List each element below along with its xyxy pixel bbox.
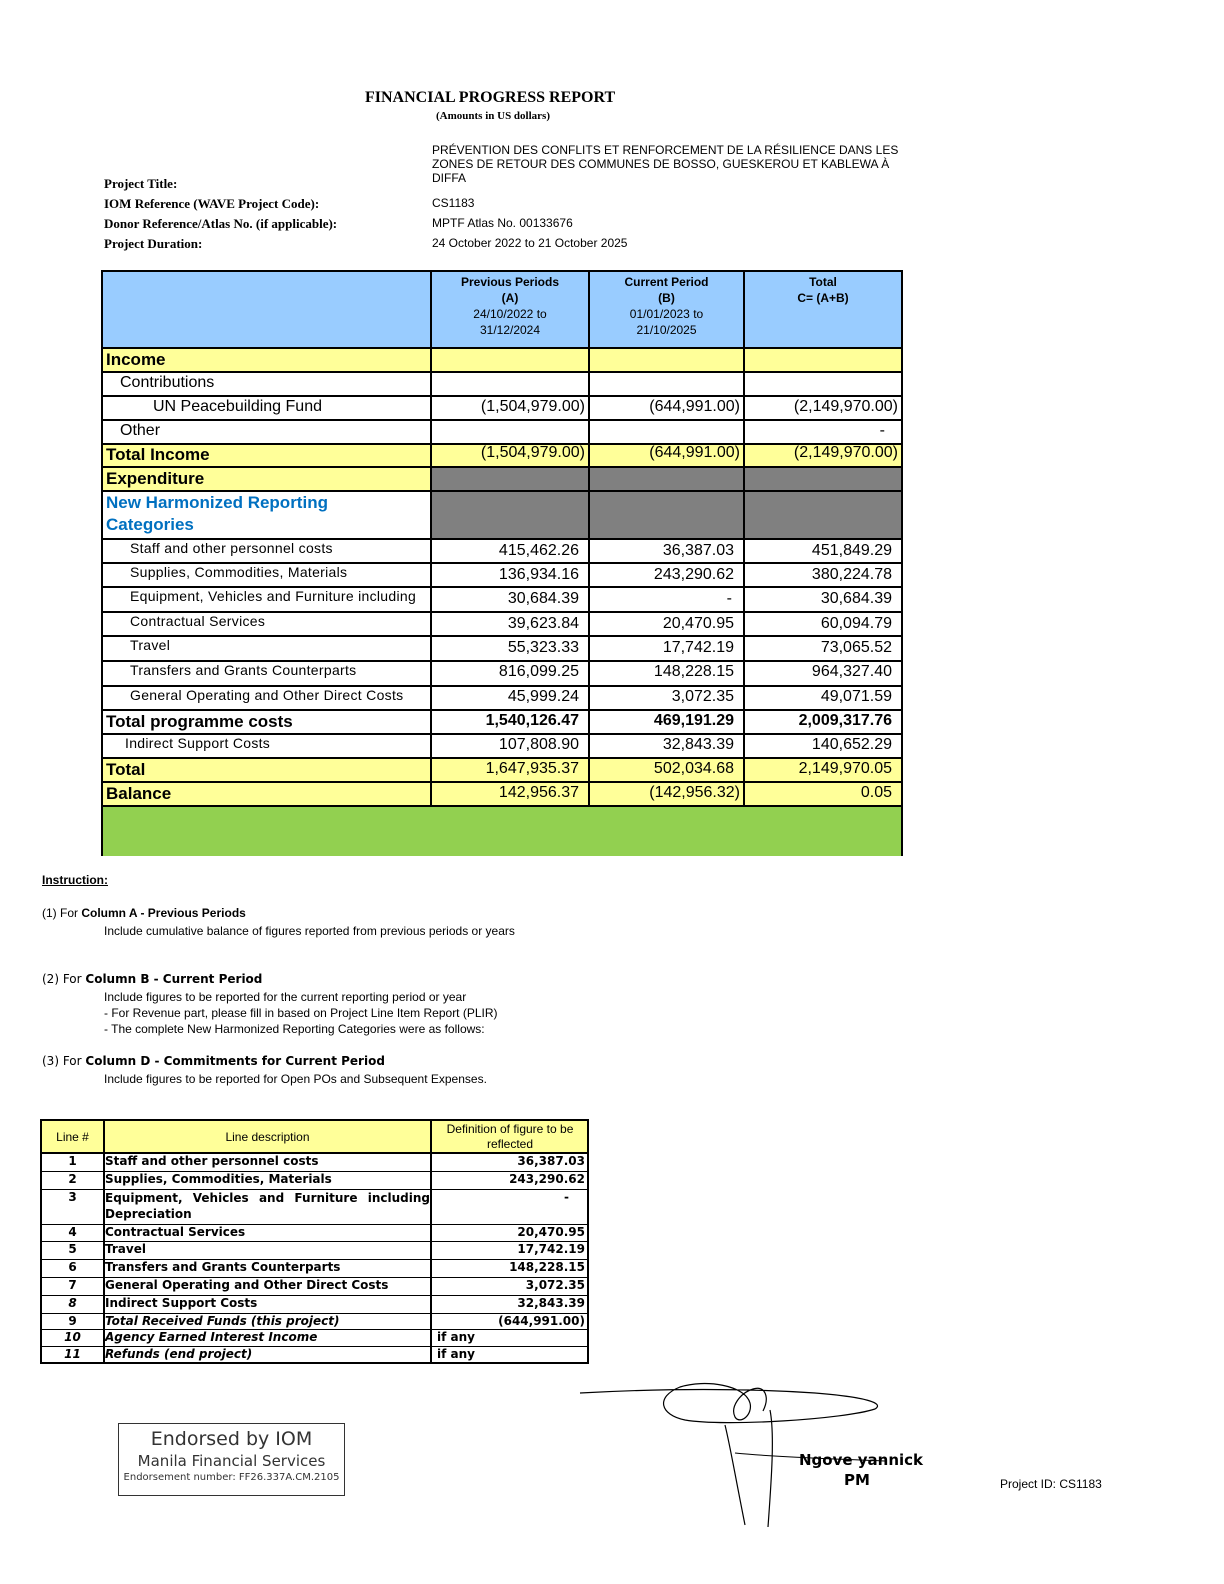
signatory-role: PM [844, 1471, 870, 1489]
lines-row-num: 7 [68, 1278, 77, 1292]
lines-row-num: 11 [64, 1347, 81, 1361]
column-b-header [590, 272, 743, 338]
instruction-1-prefix: (1) For [42, 906, 82, 920]
travel-label: Travel [130, 637, 171, 653]
contractual-b: 20,470.95 [662, 615, 734, 632]
column-b-code: (B) [658, 291, 675, 305]
indirect-b: 32,843.39 [662, 736, 734, 753]
contributions-label: Contributions [120, 374, 215, 391]
lines-row-desc: Agency Earned Interest Income [105, 1330, 318, 1344]
nhrc-heading [106, 492, 328, 536]
column-a-code: (A) [501, 291, 519, 305]
income-row-bg [103, 348, 901, 372]
indirect-a: 107,808.90 [498, 736, 579, 753]
lines-row-desc: Equipment, Vehicles and Furniture including Depreciation [105, 1191, 430, 1221]
iom-reference-label: IOM Reference (WAVE Project Code): [104, 196, 320, 211]
supplies-c: 380,224.78 [811, 566, 892, 583]
general-a: 45,999.24 [507, 688, 579, 705]
lines-header-description: Line description [225, 1130, 310, 1144]
lines-row-def: 36,387.03 [517, 1154, 585, 1168]
instruction-3-text: Include figures to be reported for Open POs and Subsequent Expenses. [104, 1072, 487, 1086]
lines-row-def: 243,290.62 [509, 1172, 585, 1186]
lines-row-num: 3 [68, 1190, 77, 1204]
lines-row-def: if any [437, 1347, 475, 1361]
total-programme-c: 2,009,317.76 [798, 712, 892, 729]
contractual-label: Contractual Services [130, 613, 266, 629]
instruction-2-bold: Column B - Current Period [85, 972, 263, 986]
equipment-a: 30,684.39 [507, 590, 579, 607]
instruction-heading: Instruction: [42, 873, 108, 887]
unpbf-c: (2,149,970.00) [793, 398, 898, 415]
travel-b: 17,742.19 [662, 639, 734, 656]
indirect-c: 140,652.29 [811, 736, 892, 753]
project-title-value: PRÉVENTION DES CONFLITS ET RENFORCEMENT DE LA RÉSILIENCE DANS LES ZONES DE RETOUR DES COMMUNES DE BOSSO, GUESKEROU ET KABLEWA À DIFFA [432, 143, 899, 185]
equipment-label: Equipment, Vehicles and Furniture including [130, 588, 417, 604]
lines-row-num: 2 [68, 1172, 77, 1186]
staff-label: Staff and other personnel costs [130, 540, 333, 556]
project-id-footer: Project ID: CS1183 [1000, 1477, 1102, 1491]
transfers-c: 964,327.40 [811, 663, 892, 680]
column-a-to: 31/12/2024 [479, 323, 541, 337]
lines-row [42, 1172, 587, 1190]
equipment-b: - [726, 590, 732, 607]
column-a-title: Previous Periods [460, 275, 560, 289]
lines-row [42, 1242, 587, 1260]
instruction-3-prefix: (3) For [42, 1054, 86, 1068]
stamp-line1: Endorsed by IOM [150, 1428, 313, 1450]
total-label: Total [106, 760, 146, 779]
unpbf-a: (1,504,979.00) [480, 398, 585, 415]
lines-row-def: (644,991.00) [498, 1314, 585, 1328]
signatory-name: Ngove yannick [799, 1451, 924, 1469]
financial-table [101, 270, 903, 856]
transfers-a: 816,099.25 [498, 663, 579, 680]
balance-a: 142,956.37 [498, 784, 579, 801]
contractual-a: 39,623.84 [507, 615, 579, 632]
column-b-title: Current Period [624, 275, 709, 289]
income-label: Income [106, 350, 166, 369]
instruction-1 [42, 906, 246, 920]
nhrc-heading-line1: New Harmonized Reporting [106, 493, 328, 512]
other-c: - [879, 422, 885, 439]
staff-b: 36,387.03 [662, 542, 734, 559]
lines-row-num: 4 [68, 1225, 77, 1239]
expenditure-label: Expenditure [106, 469, 205, 488]
project-duration-value: 24 October 2022 to 21 October 2025 [432, 236, 628, 250]
column-b-to: 21/10/2025 [636, 323, 697, 337]
lines-row-def: 32,843.39 [517, 1296, 585, 1310]
instruction-3-bold: Column D - Commitments for Current Period [85, 1054, 385, 1068]
donor-reference-label: Donor Reference/Atlas No. (if applicable): [104, 216, 338, 231]
transfers-label: Transfers and Grants Counterparts [130, 662, 357, 678]
total-income-c: (2,149,970.00) [793, 444, 898, 461]
balance-b: (142,956.32) [649, 784, 740, 801]
expenditure-grey-bg [430, 467, 901, 539]
lines-row-num: 10 [64, 1330, 81, 1344]
balance-c: 0.05 [860, 784, 892, 801]
lines-row-desc: Total Received Funds (this project) [105, 1314, 340, 1328]
lines-row-desc: Contractual Services [105, 1225, 246, 1239]
lines-row-def: 148,228.15 [509, 1260, 585, 1274]
balance-label: Balance [106, 784, 172, 803]
project-title-label: Project Title: [104, 176, 178, 191]
project-duration-label: Project Duration: [104, 236, 203, 251]
other-label: Other [120, 422, 161, 439]
iom-reference-value: CS1183 [432, 196, 475, 210]
lines-row [42, 1296, 587, 1314]
supplies-a: 136,934.16 [498, 566, 579, 583]
lines-row [42, 1278, 587, 1296]
total-a: 1,647,935.37 [485, 760, 579, 777]
total-income-b: (644,991.00) [649, 444, 740, 461]
instruction-2-prefix: (2) For [42, 972, 86, 986]
indirect-label: Indirect Support Costs [125, 735, 271, 751]
lines-row-desc: Travel [105, 1242, 146, 1256]
total-programme-a: 1,540,126.47 [485, 712, 579, 729]
lines-row-num: 5 [68, 1242, 77, 1256]
lines-row-def: 20,470.95 [517, 1225, 585, 1239]
column-c-formula: C= (A+B) [797, 291, 849, 305]
lines-row-def: 3,072.35 [525, 1278, 585, 1292]
lines-row-desc: Staff and other personnel costs [105, 1154, 319, 1168]
lines-header-line: Line # [56, 1130, 89, 1144]
supplies-b: 243,290.62 [653, 566, 734, 583]
staff-c: 451,849.29 [811, 542, 892, 559]
report-subtitle: (Amounts in US dollars) [436, 110, 550, 122]
lines-header-definition: Definition of figure to be reflected [446, 1122, 574, 1151]
donor-reference-value: MPTF Atlas No. 00133676 [432, 216, 573, 230]
lines-row [42, 1190, 587, 1225]
lines-row-desc: Refunds (end project) [105, 1347, 253, 1361]
lines-row [42, 1154, 587, 1172]
lines-row [42, 1260, 587, 1278]
lines-row-desc: General Operating and Other Direct Costs [105, 1278, 389, 1292]
lines-table-header [42, 1121, 587, 1154]
general-b: 3,072.35 [671, 688, 734, 705]
endorsement-stamp [118, 1423, 345, 1496]
lines-row-def: if any [437, 1330, 475, 1344]
lines-row-num: 6 [68, 1260, 77, 1274]
column-a-from: 24/10/2022 to [473, 307, 547, 321]
lines-row-desc: Indirect Support Costs [105, 1296, 258, 1310]
lines-row-def: - [564, 1190, 569, 1204]
instruction-1-bold: Column A - Previous Periods [81, 906, 246, 920]
lines-row [42, 1330, 587, 1347]
lines-row [42, 1314, 587, 1330]
supplies-label: Supplies, Commodities, Materials [130, 564, 348, 580]
column-c-header [745, 272, 901, 306]
total-income-a: (1,504,979.00) [480, 444, 585, 461]
column-c-title: Total [809, 275, 837, 289]
total-income-label: Total Income [106, 445, 210, 464]
unpbf-b: (644,991.00) [649, 398, 740, 415]
contractual-c: 60,094.79 [820, 615, 892, 632]
unpbf-label: UN Peacebuilding Fund [153, 398, 322, 415]
report-title: FINANCIAL PROGRESS REPORT [365, 89, 616, 106]
column-a-header [432, 272, 588, 338]
transfers-b: 148,228.15 [653, 663, 734, 680]
instruction-2-text1: Include figures to be reported for the current reporting period or year [104, 990, 467, 1004]
instruction-1-text: Include cumulative balance of figures reported from previous periods or years [104, 924, 515, 938]
column-b-from: 01/01/2023 to [629, 307, 704, 321]
instruction-2-text2: - For Revenue part, please fill in based on Project Line Item Report (PLIR) [104, 1006, 498, 1020]
lines-row-desc: Transfers and Grants Counterparts [105, 1260, 341, 1274]
lines-row [42, 1347, 587, 1362]
total-programme-b: 469,191.29 [653, 712, 734, 729]
stamp-line2: Manila Financial Services [137, 1452, 326, 1470]
instruction-2 [42, 972, 262, 986]
total-b: 502,034.68 [653, 760, 734, 777]
lines-row [42, 1225, 587, 1242]
general-c: 49,071.59 [820, 688, 892, 705]
instruction-3 [42, 1054, 385, 1068]
travel-c: 73,065.52 [820, 639, 892, 656]
general-label: General Operating and Other Direct Costs [130, 687, 404, 703]
instruction-2-text3: - The complete New Harmonized Reporting Categories were as follows: [104, 1022, 485, 1036]
total-c: 2,149,970.05 [798, 760, 892, 777]
lines-row-num: 1 [68, 1154, 77, 1168]
total-programme-label: Total programme costs [106, 712, 293, 731]
stamp-line3: Endorsement number: FF26.337A.CM.2105 [123, 1472, 340, 1483]
reporting-categories-table [40, 1119, 589, 1364]
nhrc-heading-line2: Categories [106, 515, 194, 534]
green-footer-bg [103, 806, 901, 856]
travel-a: 55,323.33 [507, 639, 579, 656]
lines-row-num: 9 [68, 1314, 77, 1328]
lines-row-desc: Supplies, Commodities, Materials [105, 1172, 332, 1186]
staff-a: 415,462.26 [498, 542, 579, 559]
lines-row-def: 17,742.19 [517, 1242, 585, 1256]
equipment-c: 30,684.39 [820, 590, 892, 607]
lines-row-num: 8 [68, 1296, 77, 1310]
